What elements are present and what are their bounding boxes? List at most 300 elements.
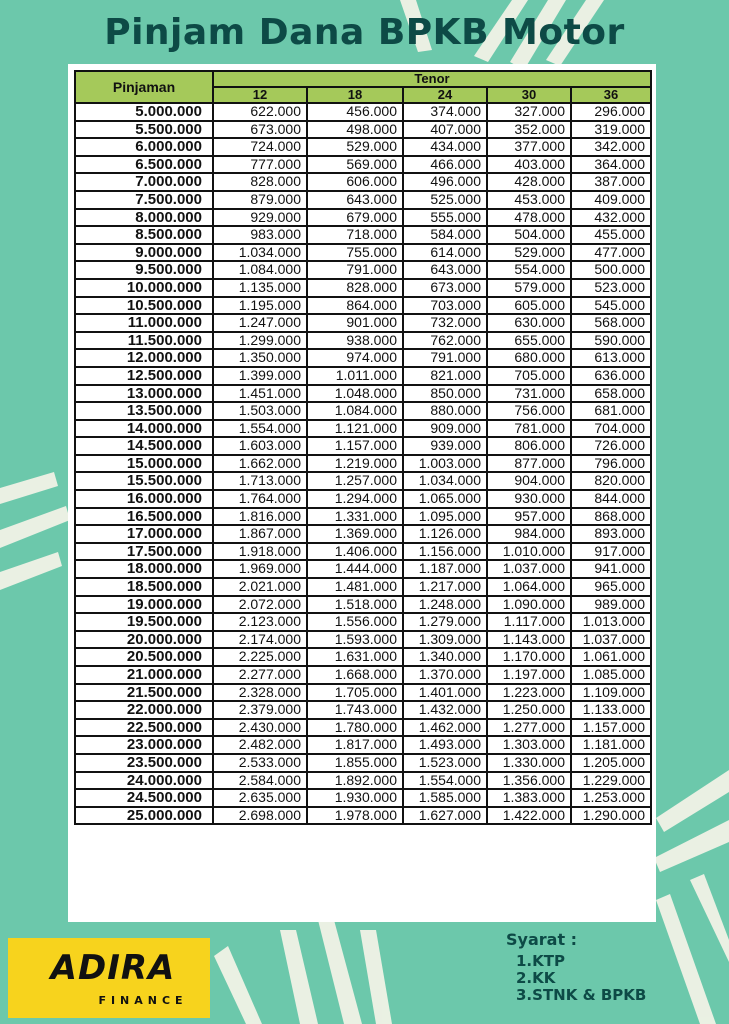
installment-cell: 731.000 — [487, 385, 571, 403]
installment-cell: 879.000 — [213, 191, 307, 209]
installment-cell: 1.085.000 — [571, 666, 651, 684]
loan-amount-cell: 14.500.000 — [75, 437, 213, 455]
table-row — [75, 121, 651, 139]
installment-cell: 622.000 — [213, 103, 307, 121]
installment-cell: 1.705.000 — [307, 684, 403, 702]
installment-cell: 901.000 — [307, 314, 403, 332]
installment-cell: 584.000 — [403, 226, 487, 244]
loan-amount-cell: 16.500.000 — [75, 508, 213, 526]
installment-cell: 1.121.000 — [307, 420, 403, 438]
installment-cell: 1.217.000 — [403, 578, 487, 596]
installment-cell: 579.000 — [487, 279, 571, 297]
installment-cell: 655.000 — [487, 332, 571, 350]
installment-cell: 1.930.000 — [307, 789, 403, 807]
installment-cell: 1.299.000 — [213, 332, 307, 350]
installment-cell: 658.000 — [571, 385, 651, 403]
installment-cell: 1.481.000 — [307, 578, 403, 596]
installment-cell: 820.000 — [571, 472, 651, 490]
installment-cell: 1.229.000 — [571, 772, 651, 790]
installment-cell: 498.000 — [307, 121, 403, 139]
tenor-column-header: 30 — [487, 87, 571, 103]
installment-cell: 2.698.000 — [213, 807, 307, 825]
loan-amount-cell: 13.500.000 — [75, 402, 213, 420]
installment-cell: 1.356.000 — [487, 772, 571, 790]
installment-cell: 1.181.000 — [571, 736, 651, 754]
installment-cell: 1.205.000 — [571, 754, 651, 772]
table-row — [75, 402, 651, 420]
installment-cell: 1.250.000 — [487, 701, 571, 719]
table-row — [75, 455, 651, 473]
installment-cell: 525.000 — [403, 191, 487, 209]
installment-cell: 796.000 — [571, 455, 651, 473]
table-row — [75, 789, 651, 807]
loan-amount-cell: 16.000.000 — [75, 490, 213, 508]
rate-table-card — [68, 64, 656, 922]
loan-amount-cell: 17.000.000 — [75, 525, 213, 543]
installment-cell: 1.451.000 — [213, 385, 307, 403]
table-row — [75, 420, 651, 438]
installment-cell: 504.000 — [487, 226, 571, 244]
installment-cell: 327.000 — [487, 103, 571, 121]
installment-cell: 1.084.000 — [213, 261, 307, 279]
installment-cell: 1.187.000 — [403, 560, 487, 578]
installment-cell: 2.174.000 — [213, 631, 307, 649]
installment-cell: 428.000 — [487, 173, 571, 191]
table-row — [75, 385, 651, 403]
installment-cell: 1.918.000 — [213, 543, 307, 561]
installment-cell: 1.401.000 — [403, 684, 487, 702]
table-row — [75, 332, 651, 350]
installment-cell: 1.867.000 — [213, 525, 307, 543]
installment-cell: 673.000 — [403, 279, 487, 297]
installment-cell: 409.000 — [571, 191, 651, 209]
installment-cell: 1.013.000 — [571, 613, 651, 631]
installment-cell: 673.000 — [213, 121, 307, 139]
loan-amount-cell: 20.000.000 — [75, 631, 213, 649]
installment-cell: 2.635.000 — [213, 789, 307, 807]
installment-cell: 606.000 — [307, 173, 403, 191]
installment-cell: 828.000 — [307, 279, 403, 297]
installment-cell: 643.000 — [403, 261, 487, 279]
installment-cell: 2.277.000 — [213, 666, 307, 684]
installment-cell: 1.157.000 — [307, 437, 403, 455]
installment-cell: 2.123.000 — [213, 613, 307, 631]
table-row — [75, 543, 651, 561]
loan-amount-cell: 21.500.000 — [75, 684, 213, 702]
table-row — [75, 173, 651, 191]
table-row — [75, 297, 651, 315]
installment-cell: 1.290.000 — [571, 807, 651, 825]
installment-cell: 681.000 — [571, 402, 651, 420]
installment-cell: 1.593.000 — [307, 631, 403, 649]
installment-cell: 864.000 — [307, 297, 403, 315]
installment-cell: 1.340.000 — [403, 648, 487, 666]
installment-cell: 938.000 — [307, 332, 403, 350]
installment-cell: 1.090.000 — [487, 596, 571, 614]
installment-cell: 407.000 — [403, 121, 487, 139]
loan-amount-cell: 13.000.000 — [75, 385, 213, 403]
installment-cell: 755.000 — [307, 244, 403, 262]
loan-amount-cell: 9.500.000 — [75, 261, 213, 279]
table-row — [75, 472, 651, 490]
installment-cell: 703.000 — [403, 297, 487, 315]
installment-cell: 680.000 — [487, 349, 571, 367]
installment-cell: 1.432.000 — [403, 701, 487, 719]
installment-cell: 377.000 — [487, 138, 571, 156]
loan-amount-cell: 14.000.000 — [75, 420, 213, 438]
table-row — [75, 156, 651, 174]
requirements-title: Syarat : — [506, 930, 578, 949]
installment-cell: 1.969.000 — [213, 560, 307, 578]
table-row — [75, 508, 651, 526]
installment-cell: 1.219.000 — [307, 455, 403, 473]
installment-cell: 828.000 — [213, 173, 307, 191]
installment-cell: 756.000 — [487, 402, 571, 420]
installment-cell: 1.095.000 — [403, 508, 487, 526]
installment-cell: 374.000 — [403, 103, 487, 121]
loan-amount-cell: 10.000.000 — [75, 279, 213, 297]
installment-cell: 1.257.000 — [307, 472, 403, 490]
table-row — [75, 191, 651, 209]
tenor-column-header: 24 — [403, 87, 487, 103]
installment-cell: 893.000 — [571, 525, 651, 543]
installment-cell: 500.000 — [571, 261, 651, 279]
installment-cell: 296.000 — [571, 103, 651, 121]
installment-cell: 1.503.000 — [213, 402, 307, 420]
loan-amount-cell: 9.000.000 — [75, 244, 213, 262]
installment-cell: 555.000 — [403, 209, 487, 227]
table-header-row — [75, 71, 651, 87]
installment-cell: 1.279.000 — [403, 613, 487, 631]
installment-cell: 1.331.000 — [307, 508, 403, 526]
installment-cell: 2.328.000 — [213, 684, 307, 702]
table-row — [75, 701, 651, 719]
installment-cell: 387.000 — [571, 173, 651, 191]
installment-cell: 403.000 — [487, 156, 571, 174]
installment-cell: 929.000 — [213, 209, 307, 227]
logo-wordmark: ADIRA — [50, 948, 176, 988]
table-row — [75, 525, 651, 543]
installment-cell: 1.493.000 — [403, 736, 487, 754]
table-row — [75, 349, 651, 367]
table-row — [75, 490, 651, 508]
loan-amount-cell: 19.000.000 — [75, 596, 213, 614]
installment-cell: 466.000 — [403, 156, 487, 174]
table-row — [75, 314, 651, 332]
loan-amount-cell: 8.500.000 — [75, 226, 213, 244]
installment-cell: 1.157.000 — [571, 719, 651, 737]
installment-cell: 983.000 — [213, 226, 307, 244]
installment-cell: 2.430.000 — [213, 719, 307, 737]
installment-cell: 732.000 — [403, 314, 487, 332]
installment-cell: 806.000 — [487, 437, 571, 455]
table-row — [75, 648, 651, 666]
installment-cell: 1.303.000 — [487, 736, 571, 754]
installment-cell: 1.383.000 — [487, 789, 571, 807]
installment-cell: 1.743.000 — [307, 701, 403, 719]
installment-cell: 1.277.000 — [487, 719, 571, 737]
loan-amount-cell: 11.000.000 — [75, 314, 213, 332]
loan-amount-header: Pinjaman — [75, 71, 213, 103]
installment-cell: 1.713.000 — [213, 472, 307, 490]
installment-cell: 850.000 — [403, 385, 487, 403]
installment-cell: 1.195.000 — [213, 297, 307, 315]
loan-amount-cell: 12.000.000 — [75, 349, 213, 367]
loan-amount-cell: 15.500.000 — [75, 472, 213, 490]
installment-cell: 496.000 — [403, 173, 487, 191]
installment-cell: 432.000 — [571, 209, 651, 227]
table-row — [75, 631, 651, 649]
table-row — [75, 209, 651, 227]
installment-cell: 1.399.000 — [213, 367, 307, 385]
installment-cell: 1.248.000 — [403, 596, 487, 614]
installment-cell: 477.000 — [571, 244, 651, 262]
tenor-header: Tenor — [213, 71, 651, 87]
installment-cell: 724.000 — [213, 138, 307, 156]
installment-cell: 569.000 — [307, 156, 403, 174]
installment-cell: 1.817.000 — [307, 736, 403, 754]
loan-amount-cell: 19.500.000 — [75, 613, 213, 631]
installment-cell: 1.462.000 — [403, 719, 487, 737]
installment-cell: 1.003.000 — [403, 455, 487, 473]
installment-cell: 529.000 — [307, 138, 403, 156]
table-row — [75, 437, 651, 455]
installment-cell: 1.764.000 — [213, 490, 307, 508]
installment-cell: 1.037.000 — [487, 560, 571, 578]
installment-cell: 877.000 — [487, 455, 571, 473]
installment-cell: 2.379.000 — [213, 701, 307, 719]
installment-cell: 930.000 — [487, 490, 571, 508]
installment-cell: 762.000 — [403, 332, 487, 350]
installment-cell: 679.000 — [307, 209, 403, 227]
installment-cell: 1.064.000 — [487, 578, 571, 596]
table-row — [75, 279, 651, 297]
installment-cell: 1.554.000 — [213, 420, 307, 438]
installment-cell: 364.000 — [571, 156, 651, 174]
installment-cell: 989.000 — [571, 596, 651, 614]
installment-cell: 434.000 — [403, 138, 487, 156]
installment-cell: 781.000 — [487, 420, 571, 438]
loan-amount-cell: 24.500.000 — [75, 789, 213, 807]
loan-amount-cell: 22.000.000 — [75, 701, 213, 719]
table-row — [75, 244, 651, 262]
installment-cell: 1.011.000 — [307, 367, 403, 385]
tenor-column-header: 36 — [571, 87, 651, 103]
tenor-column-header: 12 — [213, 87, 307, 103]
installment-cell: 1.143.000 — [487, 631, 571, 649]
installment-cell: 1.253.000 — [571, 789, 651, 807]
installment-table — [74, 70, 652, 825]
installment-cell: 868.000 — [571, 508, 651, 526]
loan-amount-cell: 25.000.000 — [75, 807, 213, 825]
installment-cell: 613.000 — [571, 349, 651, 367]
tenor-column-header: 18 — [307, 87, 403, 103]
loan-amount-cell: 23.500.000 — [75, 754, 213, 772]
loan-amount-cell: 8.000.000 — [75, 209, 213, 227]
installment-cell: 605.000 — [487, 297, 571, 315]
installment-cell: 1.084.000 — [307, 402, 403, 420]
installment-cell: 554.000 — [487, 261, 571, 279]
installment-cell: 1.350.000 — [213, 349, 307, 367]
installment-cell: 1.126.000 — [403, 525, 487, 543]
loan-amount-cell: 12.500.000 — [75, 367, 213, 385]
installment-cell: 1.370.000 — [403, 666, 487, 684]
adira-finance-logo — [8, 938, 210, 1018]
installment-cell: 1.523.000 — [403, 754, 487, 772]
installment-cell: 352.000 — [487, 121, 571, 139]
installment-cell: 2.584.000 — [213, 772, 307, 790]
installment-cell: 1.369.000 — [307, 525, 403, 543]
logo-tagline: FINANCE — [98, 994, 188, 1007]
loan-amount-cell: 7.000.000 — [75, 173, 213, 191]
installment-cell: 704.000 — [571, 420, 651, 438]
installment-cell: 523.000 — [571, 279, 651, 297]
installment-cell: 1.780.000 — [307, 719, 403, 737]
installment-cell: 2.225.000 — [213, 648, 307, 666]
installment-cell: 2.482.000 — [213, 736, 307, 754]
installment-cell: 1.855.000 — [307, 754, 403, 772]
installment-cell: 705.000 — [487, 367, 571, 385]
installment-cell: 718.000 — [307, 226, 403, 244]
installment-cell: 590.000 — [571, 332, 651, 350]
table-row — [75, 226, 651, 244]
installment-cell: 1.170.000 — [487, 648, 571, 666]
installment-cell: 643.000 — [307, 191, 403, 209]
installment-cell: 545.000 — [571, 297, 651, 315]
loan-amount-cell: 23.000.000 — [75, 736, 213, 754]
installment-cell: 1.247.000 — [213, 314, 307, 332]
table-row — [75, 684, 651, 702]
table-row — [75, 560, 651, 578]
installment-cell: 939.000 — [403, 437, 487, 455]
installment-cell: 957.000 — [487, 508, 571, 526]
table-row — [75, 666, 651, 684]
installment-cell: 478.000 — [487, 209, 571, 227]
table-row — [75, 367, 651, 385]
installment-cell: 1.135.000 — [213, 279, 307, 297]
installment-cell: 1.309.000 — [403, 631, 487, 649]
table-body — [75, 103, 651, 824]
loan-amount-cell: 11.500.000 — [75, 332, 213, 350]
loan-amount-cell: 18.500.000 — [75, 578, 213, 596]
table-row — [75, 261, 651, 279]
loan-amount-cell: 17.500.000 — [75, 543, 213, 561]
installment-cell: 1.554.000 — [403, 772, 487, 790]
installment-cell: 726.000 — [571, 437, 651, 455]
installment-cell: 1.406.000 — [307, 543, 403, 561]
page-title: Pinjam Dana BPKB Motor — [104, 12, 625, 53]
installment-cell: 1.330.000 — [487, 754, 571, 772]
installment-cell: 1.223.000 — [487, 684, 571, 702]
table-row — [75, 772, 651, 790]
table-row — [75, 138, 651, 156]
installment-cell: 1.037.000 — [571, 631, 651, 649]
loan-amount-cell: 22.500.000 — [75, 719, 213, 737]
installment-cell: 1.109.000 — [571, 684, 651, 702]
installment-cell: 1.048.000 — [307, 385, 403, 403]
installment-cell: 1.034.000 — [213, 244, 307, 262]
installment-cell: 1.065.000 — [403, 490, 487, 508]
installment-cell: 636.000 — [571, 367, 651, 385]
installment-cell: 1.034.000 — [403, 472, 487, 490]
loan-amount-cell: 18.000.000 — [75, 560, 213, 578]
installment-cell: 342.000 — [571, 138, 651, 156]
installment-cell: 319.000 — [571, 121, 651, 139]
installment-cell: 1.444.000 — [307, 560, 403, 578]
installment-cell: 2.533.000 — [213, 754, 307, 772]
table-row — [75, 596, 651, 614]
installment-cell: 917.000 — [571, 543, 651, 561]
installment-cell: 453.000 — [487, 191, 571, 209]
requirement-item: 1.KTP — [516, 952, 565, 970]
installment-cell: 455.000 — [571, 226, 651, 244]
installment-cell: 791.000 — [307, 261, 403, 279]
table-row — [75, 719, 651, 737]
installment-cell: 965.000 — [571, 578, 651, 596]
installment-cell: 2.072.000 — [213, 596, 307, 614]
installment-cell: 1.627.000 — [403, 807, 487, 825]
loan-amount-cell: 5.000.000 — [75, 103, 213, 121]
installment-cell: 791.000 — [403, 349, 487, 367]
installment-cell: 880.000 — [403, 402, 487, 420]
installment-cell: 568.000 — [571, 314, 651, 332]
installment-cell: 821.000 — [403, 367, 487, 385]
installment-cell: 1.294.000 — [307, 490, 403, 508]
loan-amount-cell: 5.500.000 — [75, 121, 213, 139]
installment-cell: 984.000 — [487, 525, 571, 543]
loan-amount-cell: 6.500.000 — [75, 156, 213, 174]
loan-amount-cell: 6.000.000 — [75, 138, 213, 156]
installment-cell: 1.556.000 — [307, 613, 403, 631]
installment-cell: 1.585.000 — [403, 789, 487, 807]
loan-amount-cell: 15.000.000 — [75, 455, 213, 473]
installment-cell: 1.061.000 — [571, 648, 651, 666]
table-row — [75, 613, 651, 631]
table-row — [75, 578, 651, 596]
installment-cell: 1.662.000 — [213, 455, 307, 473]
installment-cell: 904.000 — [487, 472, 571, 490]
loan-amount-cell: 24.000.000 — [75, 772, 213, 790]
installment-cell: 1.133.000 — [571, 701, 651, 719]
installment-cell: 529.000 — [487, 244, 571, 262]
installment-cell: 1.816.000 — [213, 508, 307, 526]
loan-amount-cell: 20.500.000 — [75, 648, 213, 666]
installment-cell: 1.156.000 — [403, 543, 487, 561]
installment-cell: 1.668.000 — [307, 666, 403, 684]
loan-amount-cell: 10.500.000 — [75, 297, 213, 315]
installment-cell: 777.000 — [213, 156, 307, 174]
requirement-item: 3.STNK & BPKB — [516, 986, 647, 1004]
installment-cell: 941.000 — [571, 560, 651, 578]
requirements-block — [506, 930, 706, 1004]
table-row — [75, 736, 651, 754]
installment-cell: 456.000 — [307, 103, 403, 121]
installment-cell: 1.117.000 — [487, 613, 571, 631]
installment-cell: 1.631.000 — [307, 648, 403, 666]
requirement-item: 2.KK — [516, 969, 556, 987]
installment-cell: 844.000 — [571, 490, 651, 508]
installment-cell: 974.000 — [307, 349, 403, 367]
installment-cell: 614.000 — [403, 244, 487, 262]
installment-cell: 2.021.000 — [213, 578, 307, 596]
installment-cell: 1.010.000 — [487, 543, 571, 561]
installment-cell: 1.518.000 — [307, 596, 403, 614]
installment-cell: 1.978.000 — [307, 807, 403, 825]
table-row — [75, 754, 651, 772]
installment-cell: 630.000 — [487, 314, 571, 332]
installment-cell: 1.603.000 — [213, 437, 307, 455]
installment-cell: 909.000 — [403, 420, 487, 438]
